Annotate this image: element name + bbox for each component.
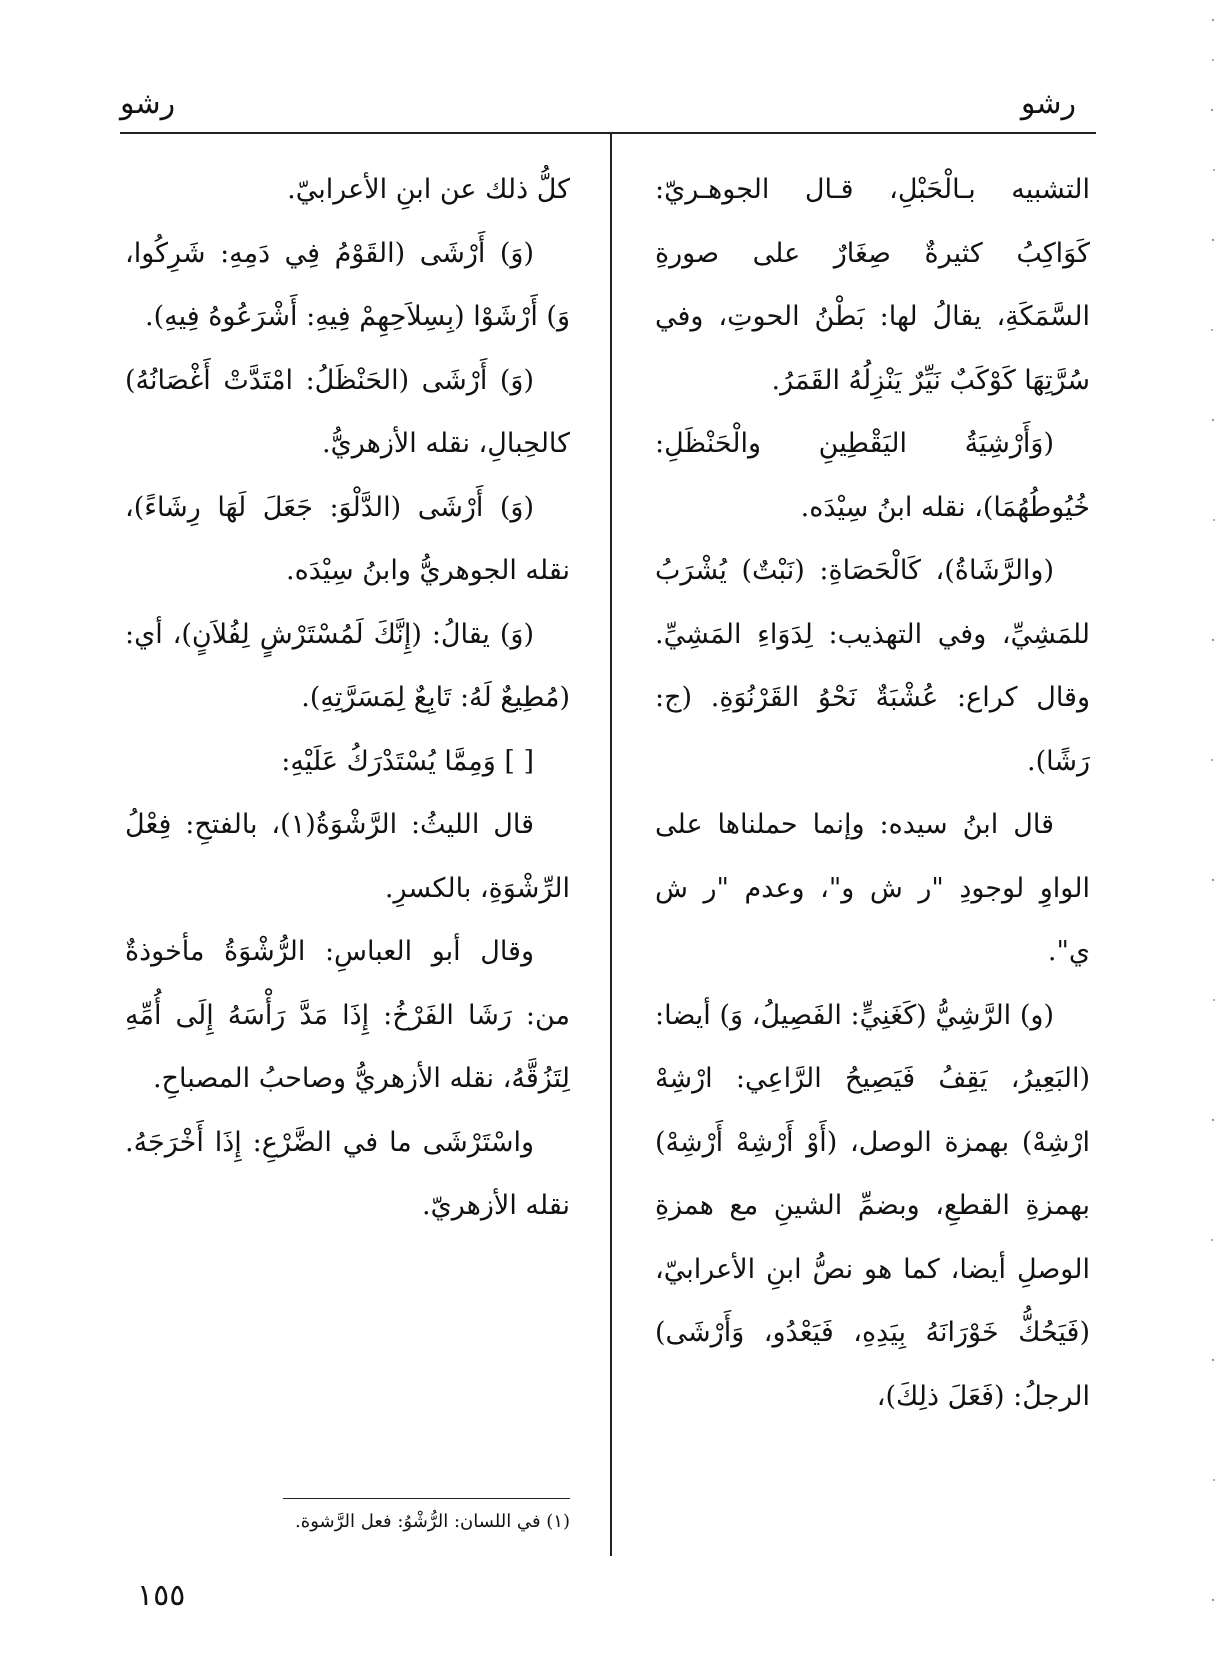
running-head-right: رشو [1020,86,1076,121]
column-divider [610,134,612,1556]
entry-paragraph: قال الليثُ: الرَّشْوَةُ(١)، بالفتحِ: فِعْلُ الرِّشْوَةِ، بالكسرِ. [125,809,570,904]
right-column [655,158,1090,1428]
entry-paragraph: (وَ) أَرْشَى (الحَنْظَلُ: امْتَدَّتْ أَغْصَانُهُ) كالحِبالِ، نقله الأزهريُّ. [125,364,570,459]
entry-paragraph: (والرَّشَاةُ)، كَالْحَصَاةِ: (نَبْتٌ) يُشْرَبُ للمَشِيِّ، وفي التهذيب: لِدَوَاءِ المَشِيِّ. وقال كراع: عُشْبَةٌ نَحْوُ القَرْنُوَةِ. (ج: رَشًا). [655,555,1090,777]
entry-paragraph: قال ابنُ سيده: وإنما حملناها على الواوِ لوجودِ "ر ش و"، وعدم "ر ش ي". [655,809,1090,967]
entry-paragraph: (وَ) أَرْشَى (الدَّلْوَ: جَعَلَ لَهَا رِشَاءً)، نقله الجوهريُّ وابنُ سِيْدَه. [125,491,570,586]
entry-paragraph: (وَ) يقالُ: (إِنَّكَ لَمُسْتَرْشٍ لِفُلاَنٍ)، أي: (مُطِيعٌ لَهُ: تَابِعٌ لِمَسَرَّتِهِ). [125,618,570,713]
footnote: (١) في اللسان: الرُّشْوُ: فعل الرَّشوة. [295,1511,570,1532]
left-column [125,158,570,1238]
entry-paragraph: (وَأَرْشِيَةُ اليَقْطِينِ والْحَنْظَلِ: خُيُوطُهُمَا)، نقله ابنُ سِيْدَه. [655,428,1090,523]
entry-paragraph: التشبيه بـالْحَبْلِ، قـال الجوهـريّ: كَوَاكِبُ كثيرةٌ صِغَارٌ على صورةِ السَّمَكَةِ، يقالُ لها: بَطْنُ الحوتِ، وفي سُرَّتِهَا كَوْكَبٌ نَيِّرٌ يَنْزِلُهُ القَمَرُ. [655,174,1090,396]
page-number: ١٥٥ [137,1578,186,1613]
footnote-rule [283,1498,570,1499]
scan-edge-marks [1206,0,1220,1678]
entry-paragraph: (وَ) أَرْشَى (القَوْمُ فِي دَمِهِ: شَرِكُوا، وَ) أَرْشَوْا (بِسِلاَحِهِمْ فِيهِ: أَشْرَعُوهُ فِيهِ). [125,237,570,332]
header-rule [120,132,1096,134]
entry-paragraph: واسْتَرْشَى ما في الضَّرْعِ: إِذَا أَخْرَجَهُ. نقله الأزهريّ. [125,1126,570,1221]
running-head-left: رشو [120,86,176,121]
entry-paragraph: وقال أبو العباسِ: الرُّشْوَةُ مأخوذةٌ من: رَشَا الفَرْخُ: إِذَا مَدَّ رَأْسَهُ إِلَى أُمِّهِ لِتَزُقَّهُ، نقله الأزهريُّ وصاحبُ المصباحِ. [125,936,570,1094]
entry-paragraph: (و) الرَّشِيُّ (كَغَنِيٍّ: الفَصِيلُ، وَ) أيضا: (البَعِيرُ، يَقِفُ فَيَصِيحُ الرَّاعِي: ارْشِهْ ارْشِهْ) بهمزة الوصل، (أَوْ أَرْشِهْ أَرْشِهْ) بهمزةِ القطعِ، وبضمِّ الشينِ مع همزةِ الوصلِ أيضا، كما هو نصُّ ابنِ الأعرابيّ، (فَيَحُكُّ خَوْرَانَهُ بِيَدِهِ، فَيَعْدُو، وَأَرْشَى) الرجلُ: (فَعَلَ ذلِكَ)، [655,999,1090,1412]
entry-paragraph: [ ] وَمِمَّا يُسْتَدْرَكُ عَلَيْهِ: [281,745,534,777]
entry-paragraph: كلُّ ذلك عن ابنِ الأعرابيّ. [287,174,570,205]
